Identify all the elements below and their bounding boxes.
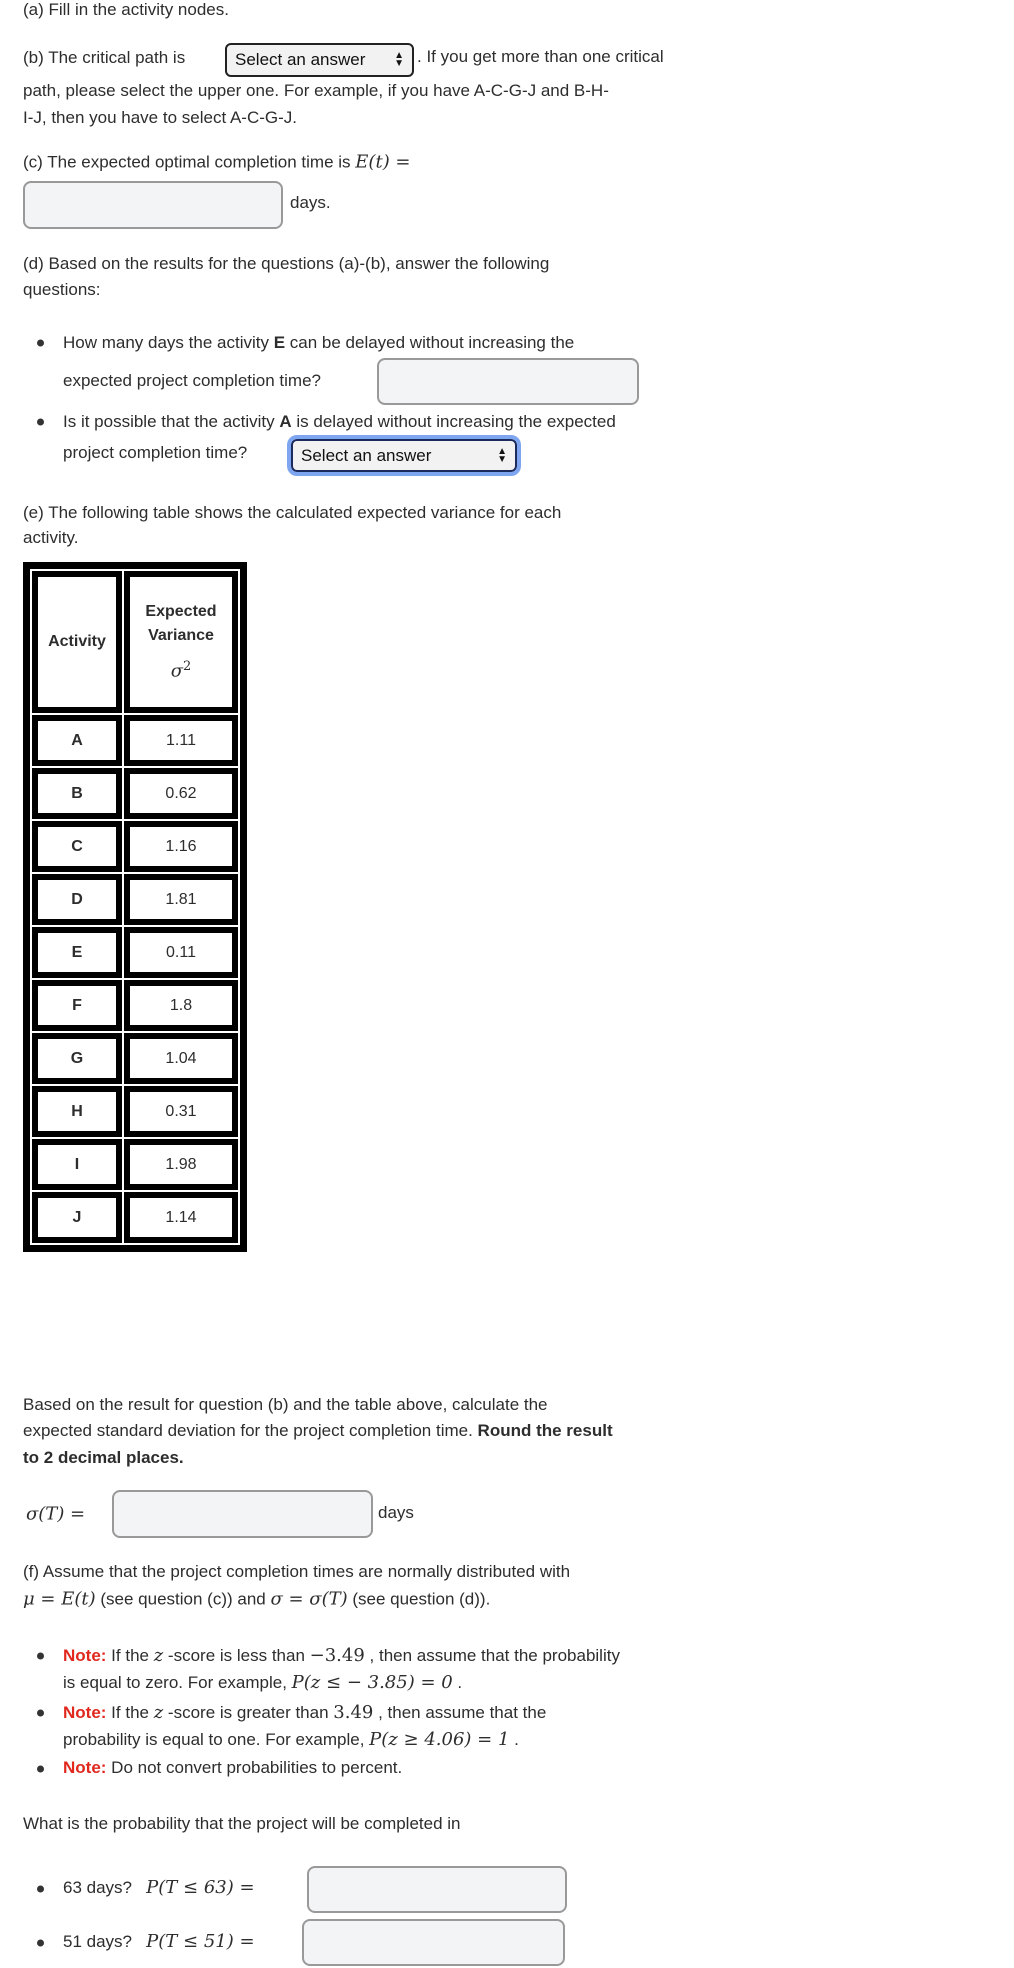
table-row <box>32 1086 238 1137</box>
variance-cell: 1.98 <box>124 1139 238 1190</box>
note-label: Note: <box>63 1758 107 1777</box>
e-delay-input[interactable] <box>377 358 639 405</box>
activity-cell: J <box>32 1192 122 1243</box>
table-row <box>32 768 238 819</box>
t: . <box>452 1673 463 1692</box>
a-delay-select[interactable] <box>291 439 517 472</box>
probability-question: What is the probability that the project will be completed in <box>23 1814 461 1833</box>
p63-input[interactable] <box>307 1866 567 1913</box>
activity-cell: H <box>32 1086 122 1137</box>
header-variance-word: Variance <box>148 626 214 644</box>
bullet <box>37 1940 44 1947</box>
bullet <box>37 340 44 347</box>
m: P(z ≥ 4.06) = 1 <box>369 1729 510 1750</box>
sigma-t-input[interactable] <box>112 1490 373 1538</box>
sigma: σ <box>170 660 183 682</box>
sd-bold: Round the result <box>477 1421 613 1440</box>
sigma-math: σ = σ(T) <box>270 1588 348 1610</box>
part-d-line1: (d) Based on the results for the questions (a)-(b), answer the following <box>23 254 550 273</box>
variance-cell: 1.81 <box>124 874 238 925</box>
expected-time-math: E(t) = <box>355 151 411 173</box>
sd-instruction-line2 <box>23 1421 613 1441</box>
activity-cell: A <box>32 715 122 766</box>
note-label: Note: <box>63 1646 107 1665</box>
activity-cell: C <box>32 821 122 872</box>
p63-label <box>63 1877 255 1898</box>
question-e-delay <box>63 333 574 353</box>
t: , then assume that the <box>373 1703 547 1722</box>
sd-instruction-line1: Based on the result for question (b) and the table above, calculate the <box>23 1395 548 1414</box>
variance-cell: 0.31 <box>124 1086 238 1137</box>
bullet <box>37 419 44 426</box>
part-a-text: (a) Fill in the activity nodes. <box>23 0 229 19</box>
note-1-line2 <box>63 1672 462 1693</box>
note-1 <box>63 1645 620 1666</box>
expected-time-input[interactable] <box>23 181 283 229</box>
t: -score is less than <box>163 1646 310 1665</box>
sd-text: expected standard deviation for the project completion time. <box>23 1421 478 1440</box>
t: , then assume that the probability <box>364 1646 620 1665</box>
z-math: z <box>153 1702 164 1723</box>
q2-line2: project completion time? <box>63 443 248 462</box>
f-text2: (see question (d)). <box>347 1589 491 1609</box>
part-c-prefix: (c) The expected optimal completion time is <box>23 152 351 172</box>
t: Do not convert probabilities to percent. <box>106 1758 403 1777</box>
m: P(z ≤ − 3.85) = 0 <box>291 1672 453 1693</box>
note-3 <box>63 1758 402 1778</box>
mu-math: μ = E(t) <box>23 1588 96 1610</box>
sd-instruction-line3: to 2 decimal places. <box>23 1448 184 1467</box>
bullet <box>37 1766 44 1773</box>
part-b-line3: I-J, then you have to select A-C-G-J. <box>23 108 298 127</box>
activity-cell: D <box>32 874 122 925</box>
table-row <box>32 874 238 925</box>
select-arrows-icon: ▲ ▼ <box>394 50 404 69</box>
select-value: Select an answer <box>301 445 432 465</box>
part-d-line2: questions: <box>23 280 101 299</box>
table-row <box>32 715 238 766</box>
table-row <box>32 1033 238 1084</box>
squared: 2 <box>183 658 192 674</box>
part-b-suffix: . If you get more than one critical <box>417 47 664 66</box>
question-a-delay <box>63 412 616 432</box>
p51-input[interactable] <box>302 1919 565 1966</box>
activity-cell: F <box>32 980 122 1031</box>
note-2-line2 <box>63 1729 519 1750</box>
t: If the <box>106 1703 154 1722</box>
q2-activity: A <box>279 412 292 431</box>
part-e-line1: (e) The following table shows the calculated expected variance for each <box>23 503 562 522</box>
variance-cell: 0.11 <box>124 927 238 978</box>
m: −3.49 <box>309 1645 365 1666</box>
q1-activity: E <box>273 333 286 352</box>
part-f-line1: (f) Assume that the project completion times are normally distributed with <box>23 1562 571 1581</box>
p51-label <box>63 1931 255 1952</box>
part-b-line2: path, please select the upper one. For example, if you have A-C-G-J and B-H- <box>23 81 609 100</box>
header-variance <box>124 571 238 713</box>
variance-cell: 1.04 <box>124 1033 238 1084</box>
q2-text: Is it possible that the activity <box>63 412 280 431</box>
table-row <box>32 821 238 872</box>
q1-text2: can be delayed without increasing the <box>285 333 575 352</box>
activity-cell: I <box>32 1139 122 1190</box>
t: -score is greater than <box>163 1703 334 1722</box>
z-math: z <box>153 1645 164 1666</box>
days-unit: days. <box>290 193 331 212</box>
q1-text: How many days the activity <box>63 333 274 352</box>
sigma-unit: days <box>378 1503 414 1522</box>
activity-cell: G <box>32 1033 122 1084</box>
table-row <box>32 1192 238 1243</box>
t: If the <box>106 1646 154 1665</box>
part-e-line2: activity. <box>23 528 79 547</box>
variance-cell: 1.11 <box>124 715 238 766</box>
sigma-t-label: σ(T) = <box>26 1503 86 1525</box>
m: P(T ≤ 63) = <box>146 1877 255 1898</box>
variance-cell: 1.14 <box>124 1192 238 1243</box>
variance-cell: 1.8 <box>124 980 238 1031</box>
select-arrows-icon: ▲ ▼ <box>497 445 507 465</box>
note-2 <box>63 1702 546 1723</box>
note-label: Note: <box>63 1703 107 1722</box>
table-row <box>32 980 238 1031</box>
t: . <box>509 1730 519 1749</box>
activity-cell: B <box>32 768 122 819</box>
table-row <box>32 1139 238 1190</box>
t: 51 days? <box>63 1932 132 1951</box>
variance-table <box>23 562 247 1252</box>
variance-cell: 1.16 <box>124 821 238 872</box>
table-row <box>32 927 238 978</box>
bullet <box>37 1886 44 1893</box>
header-activity: Activity <box>32 571 122 713</box>
part-f-line2 <box>23 1589 490 1610</box>
activity-cell: E <box>32 927 122 978</box>
sigma-squared <box>130 659 232 681</box>
t: 63 days? <box>63 1878 132 1897</box>
q1-line2: expected project completion time? <box>63 371 321 390</box>
t: is equal to zero. For example, <box>63 1673 292 1692</box>
part-b-prefix: (b) The critical path is <box>23 48 186 67</box>
header-expected: Expected <box>145 602 217 620</box>
part-c-text <box>23 152 411 173</box>
select-value: Select an answer <box>235 50 366 69</box>
m: P(T ≤ 51) = <box>146 1931 255 1952</box>
bullet <box>37 1653 44 1660</box>
f-text: (see question (c)) and <box>95 1589 271 1609</box>
t: probability is equal to one. For example, <box>63 1730 370 1749</box>
variance-cell: 0.62 <box>124 768 238 819</box>
q2-text2: is delayed without increasing the expected <box>291 412 616 431</box>
bullet <box>37 1710 44 1717</box>
m: 3.49 <box>333 1702 374 1723</box>
critical-path-select[interactable] <box>225 43 414 77</box>
